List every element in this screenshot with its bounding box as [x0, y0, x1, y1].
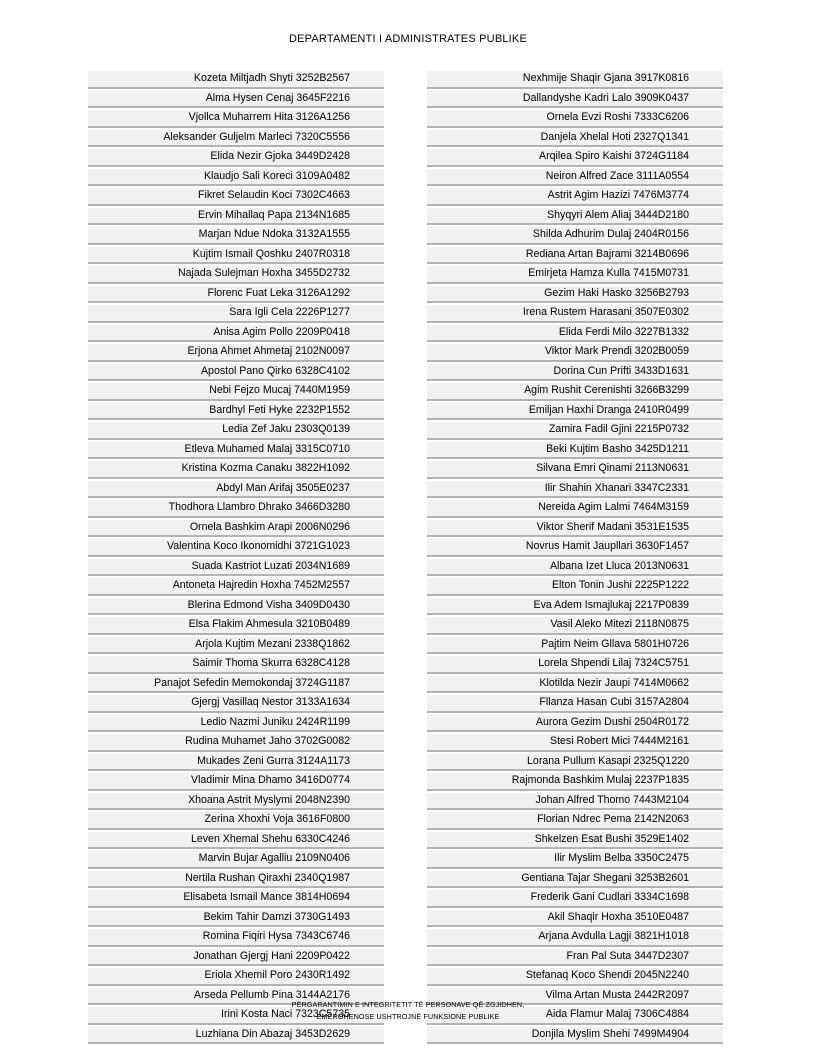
list-item: Kozeta Miltjadh Shyti 3252B2567: [88, 71, 384, 89]
list-item: Najada Sulejman Hoxha 3455D2732: [88, 266, 384, 284]
list-item: Ilir Myslim Belba 3350C2475: [427, 851, 723, 869]
list-item: Rediana Artan Bajrami 3214B0696: [427, 247, 723, 265]
left-name-column: [88, 71, 384, 1046]
list-item: Xhoana Astrit Myslymi 2048N2390: [88, 793, 384, 811]
list-item: Rudina Muhamet Jaho 3702G0082: [88, 734, 384, 752]
list-item: Arjola Kujtim Mezani 2338Q1862: [88, 637, 384, 655]
list-item: Danjela Xhelal Hoti 2327Q1341: [427, 130, 723, 148]
list-item: Albana Izet Lluca 2013N0631: [427, 559, 723, 577]
list-item: Dorina Cun Prifti 3433D1631: [427, 364, 723, 382]
list-item: Akil Shaqir Hoxha 3510E0487: [427, 910, 723, 928]
list-item: Agim Rushit Cerenishti 3266B3299: [427, 383, 723, 401]
list-item: Elida Ferdi Milo 3227B1332: [427, 325, 723, 343]
list-item: Nereida Agim Lalmi 7464M3159: [427, 500, 723, 518]
list-item: Eriola Xhemil Poro 2430R1492: [88, 968, 384, 986]
list-item: Ervin Mihallaq Papa 2134N1685: [88, 208, 384, 226]
page-title: DEPARTAMENTI I ADMINISTRATES PUBLIKE: [288, 33, 528, 45]
list-item: Emirjeta Hamza Kulla 7415M0731: [427, 266, 723, 284]
list-item: Gezim Haki Hasko 3256B2793: [427, 286, 723, 304]
list-item: Fllanza Hasan Cubi 3157A2804: [427, 695, 723, 713]
list-item: Ornela Bashkim Arapi 2006N0296: [88, 520, 384, 538]
list-item: Ledia Zef Jaku 2303Q0139: [88, 422, 384, 440]
list-item: Kujtim Ismail Qoshku 2407R0318: [88, 247, 384, 265]
list-item: Mukades Zeni Gurra 3124A1173: [88, 754, 384, 772]
list-item: Elisabeta Ismail Mance 3814H0694: [88, 890, 384, 908]
list-item: Erjona Ahmet Ahmetaj 2102N0097: [88, 344, 384, 362]
list-item: Pajtim Neim Gllava 5801H0726: [427, 637, 723, 655]
list-item: Rajmonda Bashkim Mulaj 2237P1835: [427, 773, 723, 791]
list-item: Eva Adem Ismajlukaj 2217P0839: [427, 598, 723, 616]
list-item: Fikret Selaudin Koci 7302C4663: [88, 188, 384, 206]
list-item: Vjollca Muharrem Hita 3126A1256: [88, 110, 384, 128]
list-item: Dallandyshe Kadri Lalo 3909K0437: [427, 91, 723, 109]
list-item: Ilir Shahin Xhanari 3347C2331: [427, 481, 723, 499]
list-item: Johan Alfred Thomo 7443M2104: [427, 793, 723, 811]
list-item: Aida Flamur Malaj 7306C4884: [427, 1007, 723, 1025]
right-name-column: [427, 71, 723, 1046]
list-item: Leven Xhemal Shehu 6330C4246: [88, 832, 384, 850]
list-item: Elida Nezir Gjoka 3449D2428: [88, 149, 384, 167]
list-item: Apostol Pano Qirko 6328C4102: [88, 364, 384, 382]
list-item: Astrit Agim Hazizi 7476M3774: [427, 188, 723, 206]
footer-line-1: PËRGARANTIMIN E INTEGRITETIT TË PERSONAVE QË ZGJIDHEN,: [291, 1000, 525, 1009]
list-item: Marjan Ndue Ndoka 3132A1555: [88, 227, 384, 245]
list-item: Bardhyl Feti Hyke 2232P1552: [88, 403, 384, 421]
list-item: Gentiana Tajar Shegani 3253B2601: [427, 871, 723, 889]
list-item: Vilma Artan Musta 2442R2097: [427, 988, 723, 1006]
list-item: Zerina Xhoxhi Voja 3616F0800: [88, 812, 384, 830]
list-item: Viktor Sherif Madani 3531E1535: [427, 520, 723, 538]
list-item: Frederik Gani Cudlari 3334C1698: [427, 890, 723, 908]
list-item: Fran Pal Suta 3447D2307: [427, 949, 723, 967]
list-item: Arqilea Spiro Kaishi 3724G1184: [427, 149, 723, 167]
list-item: Shkelzen Esat Bushi 3529E1402: [427, 832, 723, 850]
list-item: Neiron Alfred Zace 3111A0554: [427, 169, 723, 187]
list-item: Vasil Aleko Mitezi 2118N0875: [427, 617, 723, 635]
list-item: Lorela Shpendi Lilaj 7324C5751: [427, 656, 723, 674]
list-item: Marvin Bujar Agalliu 2109N0406: [88, 851, 384, 869]
list-item: Kristina Kozma Canaku 3822H1092: [88, 461, 384, 479]
list-item: Florian Ndrec Pema 2142N2063: [427, 812, 723, 830]
footer-line-2: EMËROHENOSE USHTROJNË FUNKSIONE PUBLIKE: [316, 1012, 500, 1021]
list-item: Beki Kujtim Basho 3425D1211: [427, 442, 723, 460]
list-item: Gjergj Vasillaq Nestor 3133A1634: [88, 695, 384, 713]
list-item: Emiljan Haxhi Dranga 2410R0499: [427, 403, 723, 421]
list-item: Sara Igli Cela 2226P1277: [88, 305, 384, 323]
list-item: Irena Rustem Harasani 3507E0302: [427, 305, 723, 323]
list-item: Stefanaq Koco Shendi 2045N2240: [427, 968, 723, 986]
list-item: Anisa Agim Pollo 2209P0418: [88, 325, 384, 343]
list-item: Suada Kastriot Luzati 2034N1689: [88, 559, 384, 577]
list-item: Viktor Mark Prendi 3202B0059: [427, 344, 723, 362]
list-item: Blerina Edmond Visha 3409D0430: [88, 598, 384, 616]
list-item: Irini Kosta Naci 7323C5735: [88, 1007, 384, 1025]
list-item: Etleva Muhamed Malaj 3315C0710: [88, 442, 384, 460]
list-item: Bekim Tahir Damzi 3730G1493: [88, 910, 384, 928]
list-item: Nebi Fejzo Mucaj 7440M1959: [88, 383, 384, 401]
list-item: Nertila Rushan Qiraxhi 2340Q1987: [88, 871, 384, 889]
list-item: Aleksander Guljelm Marleci 7320C5556: [88, 130, 384, 148]
list-item: Valentina Koco Ikonomidhi 3721G1023: [88, 539, 384, 557]
list-item: Arseda Pellumb Pina 3144A2176: [88, 988, 384, 1006]
list-item: Florenc Fuat Leka 3126A1292: [88, 286, 384, 304]
list-item: Donjila Myslim Shehi 7499M4904: [427, 1027, 723, 1045]
list-item: Novrus Hamit Jaupllari 3630F1457: [427, 539, 723, 557]
list-item: Arjana Avdulla Lagji 3821H1018: [427, 929, 723, 947]
list-item: Alma Hysen Cenaj 3645F2216: [88, 91, 384, 109]
list-item: Romina Fiqiri Hysa 7343C6746: [88, 929, 384, 947]
list-item: Ledio Nazmi Juniku 2424R1199: [88, 715, 384, 733]
list-item: Saimir Thoma Skurra 6328C4128: [88, 656, 384, 674]
list-item: Elton Tonin Jushi 2225P1222: [427, 578, 723, 596]
list-item: Panajot Sefedin Memokondaj 3724G1187: [88, 676, 384, 694]
list-item: Shyqyri Alem Aliaj 3444D2180: [427, 208, 723, 226]
list-item: Thodhora Llambro Dhrako 3466D3280: [88, 500, 384, 518]
list-item: Antoneta Hajredin Hoxha 7452M2557: [88, 578, 384, 596]
list-item: Jonathan Gjergj Hani 2209P0422: [88, 949, 384, 967]
list-item: Abdyl Man Arifaj 3505E0237: [88, 481, 384, 499]
footer: [0, 999, 816, 1023]
list-item: Klotilda Nezir Jaupi 7414M0662: [427, 676, 723, 694]
list-item: Ornela Evzi Roshi 7333C6206: [427, 110, 723, 128]
list-item: Silvana Emri Qinami 2113N0631: [427, 461, 723, 479]
list-item: Luzhiana Din Abazaj 3453D2629: [88, 1027, 384, 1045]
list-item: Elsa Flakim Ahmesula 3210B0489: [88, 617, 384, 635]
list-item: Zamira Fadil Gjini 2215P0732: [427, 422, 723, 440]
list-item: Stesi Robert Mici 7444M2161: [427, 734, 723, 752]
list-item: Vladimir Mina Dhamo 3416D0774: [88, 773, 384, 791]
list-item: Shilda Adhurim Dulaj 2404R0156: [427, 227, 723, 245]
list-item: Aurora Gezim Dushi 2504R0172: [427, 715, 723, 733]
list-item: Lorana Pullum Kasapi 2325Q1220: [427, 754, 723, 772]
list-item: Klaudjo Sali Koreci 3109A0482: [88, 169, 384, 187]
list-item: Nexhmije Shaqir Gjana 3917K0816: [427, 71, 723, 89]
